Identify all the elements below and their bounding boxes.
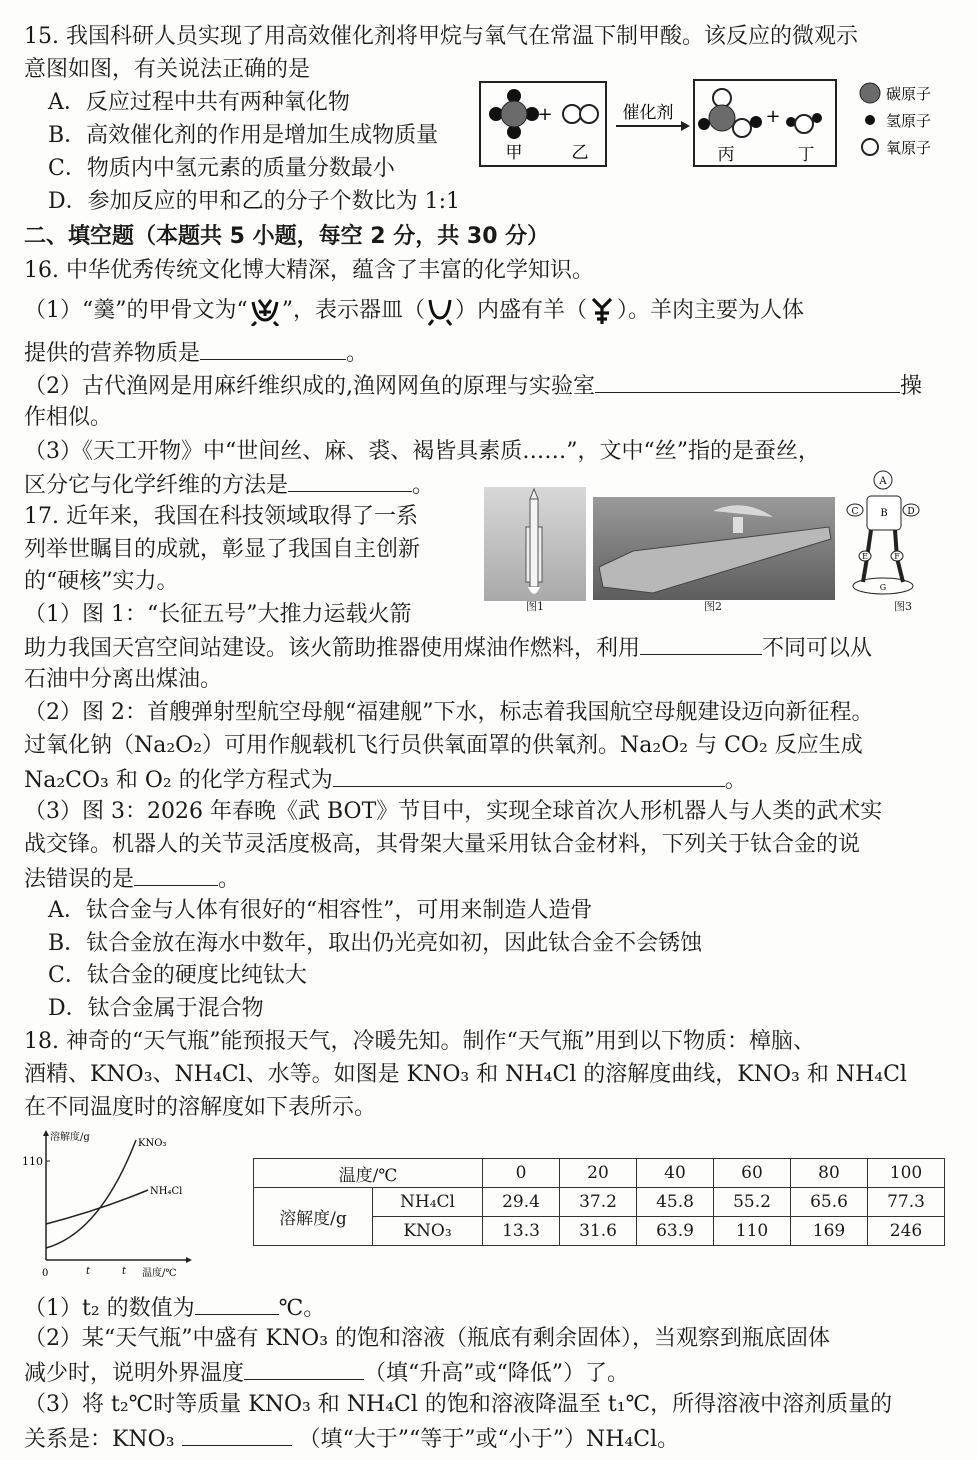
molecule-bing bbox=[698, 89, 762, 137]
robot-letter-g: G bbox=[879, 583, 887, 592]
q17-part1-line1: （1）图 1：“长征五号”大推力运载火箭 bbox=[24, 602, 412, 627]
q17-part2-line3 bbox=[24, 764, 747, 796]
q18-p2b: 减少时，说明外界温度 bbox=[24, 1361, 245, 1386]
q16-part3-line1: （3）《天工开物》中“世间丝、麻、裘、褐皆具素质……”，文中“丝”指的是蚕丝， bbox=[24, 439, 820, 464]
q18-part1 bbox=[24, 1292, 325, 1324]
label-ding: 丁 bbox=[797, 145, 815, 165]
label-yi: 乙 bbox=[571, 143, 589, 163]
q17-option-c: C．钛合金的硬度比纯钛大 bbox=[48, 963, 307, 988]
robot-letter-f: F bbox=[894, 552, 900, 561]
value-cell: 45.8 bbox=[637, 1188, 714, 1217]
value-cell: 110 bbox=[714, 1217, 791, 1246]
value-cell: 13.3 bbox=[483, 1217, 560, 1246]
q17-blank-1[interactable] bbox=[640, 632, 762, 655]
legend-hydrogen-icon bbox=[865, 115, 875, 125]
catalyst-label: 催化剂 bbox=[622, 103, 674, 123]
q16-part3-line2 bbox=[24, 469, 434, 501]
q15-stem-line2: 意图如图，有关说法正确的是 bbox=[24, 57, 311, 82]
q16-p2a: （2）古代渔网是用麻纤维织成的,渔网网鱼的原理与实验室 bbox=[24, 374, 595, 399]
t1-tick: t bbox=[86, 1266, 91, 1277]
q17-part3-line1: （3）图 3：2026 年春晚《武 BOT》节目中，实现全球首次人形机器人与人类的武术实 bbox=[24, 799, 883, 824]
legend-carbon-icon bbox=[860, 83, 880, 103]
value-cell: 77.3 bbox=[868, 1188, 945, 1217]
q16-p1f: 。 bbox=[346, 341, 369, 366]
q16-part1-line2 bbox=[24, 337, 368, 369]
q18-p2c: （填“升高”或“降低”）了。 bbox=[364, 1361, 630, 1386]
arrow-head bbox=[681, 121, 690, 131]
q16-part1-line1 bbox=[24, 296, 804, 326]
robot-letter-c: C bbox=[851, 507, 859, 517]
robot-letter-b: B bbox=[880, 508, 888, 519]
q18-stem-line2: 酒精、KNO₃、NH₄Cl、水等。如图是 KNO₃ 和 NH₄Cl 的溶解度曲线，KNO₃ 和 NH₄Cl bbox=[24, 1062, 907, 1087]
q17-stem-line3: 的“硬核”实力。 bbox=[24, 569, 179, 594]
solubility-curve-graph bbox=[20, 1128, 200, 1282]
y-axis-label: 溶解度/g bbox=[50, 1132, 90, 1143]
label-jia: 甲 bbox=[505, 143, 523, 163]
q18-p1a: （1）t₂ 的数值为 bbox=[24, 1296, 195, 1321]
value-cell: 65.6 bbox=[791, 1188, 868, 1217]
q17-p1c: 不同可以从 bbox=[762, 636, 873, 661]
q16-blank-3[interactable] bbox=[288, 469, 412, 492]
q17-p1b: 助力我国天宫空间站建设。该火箭助推器使用煤油作燃料，利用 bbox=[24, 636, 641, 661]
plus-sign: + bbox=[537, 104, 553, 125]
q16-p3c: 。 bbox=[412, 473, 435, 498]
q18-p3c: （填“大于”“等于”或“小于”）NH₄Cl。 bbox=[298, 1427, 680, 1452]
q18-p1b: ℃。 bbox=[278, 1296, 326, 1321]
q15-option-a: A．反应过程中共有两种氧化物 bbox=[48, 90, 350, 115]
temp-cell: 100 bbox=[868, 1159, 945, 1188]
q18-blank-1[interactable] bbox=[195, 1292, 279, 1315]
x-axis-label: 温度/℃ bbox=[142, 1268, 177, 1279]
q16-part2-line1 bbox=[24, 370, 922, 402]
temp-cell: 0 bbox=[483, 1159, 560, 1188]
q17-part3-line3 bbox=[24, 863, 240, 895]
temp-header: 温度/℃ bbox=[254, 1159, 483, 1188]
q17-blank-3[interactable] bbox=[134, 863, 218, 886]
figure-2-caption: 图2 bbox=[704, 600, 722, 613]
oracle-sheep-glyph bbox=[587, 296, 617, 326]
legend-carbon: 碳原子 bbox=[886, 85, 932, 103]
kno3-curve-label: KNO₃ bbox=[138, 1138, 167, 1149]
figure-1-rocket-photo bbox=[484, 487, 586, 601]
table-row bbox=[254, 1188, 945, 1217]
q18-part3-line2 bbox=[24, 1423, 679, 1455]
q18-part2-line1: （2）某“天气瓶”中盛有 KNO₃ 的饱和溶液（瓶底有剩余固体），当观察到瓶底固体 bbox=[24, 1326, 831, 1351]
robot-letter-a: A bbox=[879, 476, 887, 487]
q18-stem-line1: 18. 神奇的“天气瓶”能预报天气，冷暖先知。制作“天气瓶”用到以下物质：樟脑、 bbox=[24, 1029, 815, 1054]
nh4cl-curve bbox=[46, 1190, 148, 1224]
q16-p1e: 提供的营养物质是 bbox=[24, 341, 201, 366]
oracle-geng-glyph bbox=[248, 296, 282, 326]
molecule-ding bbox=[786, 113, 822, 133]
q17-p3c: 法错误的是 bbox=[24, 867, 135, 892]
robot-letter-e: E bbox=[862, 552, 868, 561]
q17-blank-2[interactable] bbox=[333, 764, 725, 787]
table-row bbox=[254, 1159, 945, 1188]
q16-stem: 16. 中华优秀传统文化博大精深，蕴含了丰富的化学知识。 bbox=[24, 258, 594, 283]
section-2-heading: 二、填空题（本题共 5 小题，每空 2 分，共 30 分） bbox=[24, 224, 550, 249]
legend-hydrogen: 氢原子 bbox=[886, 112, 932, 130]
q15-stem-line1: 15. 我国科研人员实现了用高效催化剂将甲烷与氧气在常温下制甲酸。该反应的微观示 bbox=[24, 24, 858, 49]
value-cell: 29.4 bbox=[483, 1188, 560, 1217]
temp-cell: 20 bbox=[560, 1159, 637, 1188]
label-bing: 丙 bbox=[717, 145, 735, 165]
t2-tick: t bbox=[122, 1266, 127, 1277]
q17-p2c: Na₂CO₃ 和 O₂ 的化学方程式为 bbox=[24, 768, 333, 793]
q18-stem-line3: 在不同温度时的溶解度如下表所示。 bbox=[24, 1095, 377, 1120]
q16-p1b: ”，表示器皿（ bbox=[281, 298, 425, 323]
q16-p2b: 操 bbox=[900, 374, 923, 399]
q17-p3d: 。 bbox=[218, 867, 241, 892]
reaction-diagram bbox=[478, 78, 948, 170]
q17-part1-line3: 石油中分离出煤油。 bbox=[24, 667, 223, 692]
q17-option-a: A．钛合金与人体有很好的“相容性”，可用来制造人造骨 bbox=[48, 898, 593, 923]
value-cell: 55.2 bbox=[714, 1188, 791, 1217]
q15-option-b: B．高效催化剂的作用是增加生成物质量 bbox=[48, 123, 439, 148]
molecule-yi bbox=[563, 105, 598, 123]
q16-p1c: ）内盛有羊（ bbox=[455, 298, 588, 323]
q17-part1-line2 bbox=[24, 632, 872, 664]
figure-1-caption: 图1 bbox=[526, 600, 544, 613]
q18-part3-line1: （3）将 t₂℃时等质量 KNO₃ 和 NH₄Cl 的饱和溶液降温至 t₁℃，所得溶液中溶剂质量的 bbox=[24, 1392, 893, 1417]
q18-p3b: 关系是：KNO₃ bbox=[24, 1427, 175, 1452]
q18-blank-2[interactable] bbox=[244, 1357, 364, 1380]
rocket-icon bbox=[484, 487, 586, 601]
q16-blank-1[interactable] bbox=[200, 337, 346, 360]
oracle-vessel-glyph bbox=[425, 296, 455, 326]
q17-part2-line2: 过氧化钠（Na₂O₂）可用作舰载机飞行员供氧面罩的供氧剂。Na₂O₂ 与 CO₂ 反应生成 bbox=[24, 733, 863, 758]
value-cell: 63.9 bbox=[637, 1217, 714, 1246]
q17-option-d: D．钛合金属于混合物 bbox=[48, 996, 264, 1021]
q17-part3-line2: 战交锋。机器人的关节灵活度极高，其骨架大量采用钛合金材料，下列关于钛合金的说 bbox=[24, 832, 861, 857]
q16-part2-line2: 作相似。 bbox=[24, 405, 113, 430]
temp-cell: 40 bbox=[637, 1159, 714, 1188]
q18-part2-line2 bbox=[24, 1357, 629, 1389]
substance-kno3: KNO₃ bbox=[373, 1217, 483, 1246]
y-tick-110: 110 bbox=[22, 1155, 43, 1168]
molecule-jia bbox=[489, 89, 539, 139]
origin-label: 0 bbox=[42, 1268, 49, 1279]
q17-stem-line2: 列举世瞩目的成就，彰显了我国自主创新 bbox=[24, 537, 421, 562]
q16-p3b: 区分它与化学纤维的方法是 bbox=[24, 473, 289, 498]
q16-p1a: （1）“羹”的甲骨文为“ bbox=[24, 298, 248, 323]
temp-cell: 80 bbox=[791, 1159, 868, 1188]
robot-letter-d: D bbox=[907, 507, 915, 517]
figure-3-caption: 图3 bbox=[894, 600, 912, 613]
q17-option-b: B．钛合金放在海水中数年，取出仍光亮如初，因此钛合金不会锈蚀 bbox=[48, 931, 703, 956]
nh4cl-curve-label: NH₄Cl bbox=[150, 1186, 183, 1197]
carrier-icon bbox=[593, 497, 835, 600]
kno3-curve bbox=[46, 1140, 136, 1248]
q16-blank-2[interactable] bbox=[595, 370, 900, 393]
row-group-header: 溶解度/g bbox=[254, 1188, 373, 1246]
value-cell: 31.6 bbox=[560, 1217, 637, 1246]
figure-2-carrier-photo bbox=[593, 497, 835, 600]
q17-part2-line1: （2）图 2：首艘弹射型航空母舰“福建舰”下水，标志着我国航空母舰建设迈向新征程。 bbox=[24, 700, 874, 725]
q17-stem-line1: 17. 近年来，我国在科技领域取得了一系 bbox=[24, 504, 418, 529]
q16-p1d: ）。羊肉主要为人体 bbox=[617, 298, 805, 323]
legend-oxygen: 氧原子 bbox=[886, 139, 932, 157]
value-cell: 169 bbox=[791, 1217, 868, 1246]
substance-nh4cl: NH₄Cl bbox=[373, 1188, 483, 1217]
plus-sign-2: + bbox=[765, 106, 781, 127]
q17-p2d: 。 bbox=[724, 768, 747, 793]
solubility-table bbox=[253, 1158, 945, 1246]
value-cell: 246 bbox=[868, 1217, 945, 1246]
q15-option-c: C．物质内中氢元素的质量分数最小 bbox=[48, 156, 395, 181]
figure-3-robot-diagram bbox=[843, 470, 933, 600]
q15-option-d: D．参加反应的甲和乙的分子个数比为 1:1 bbox=[48, 189, 461, 214]
temp-cell: 60 bbox=[714, 1159, 791, 1188]
q18-blank-3[interactable] bbox=[182, 1423, 292, 1446]
legend-oxygen-icon bbox=[862, 139, 878, 155]
value-cell: 37.2 bbox=[560, 1188, 637, 1217]
